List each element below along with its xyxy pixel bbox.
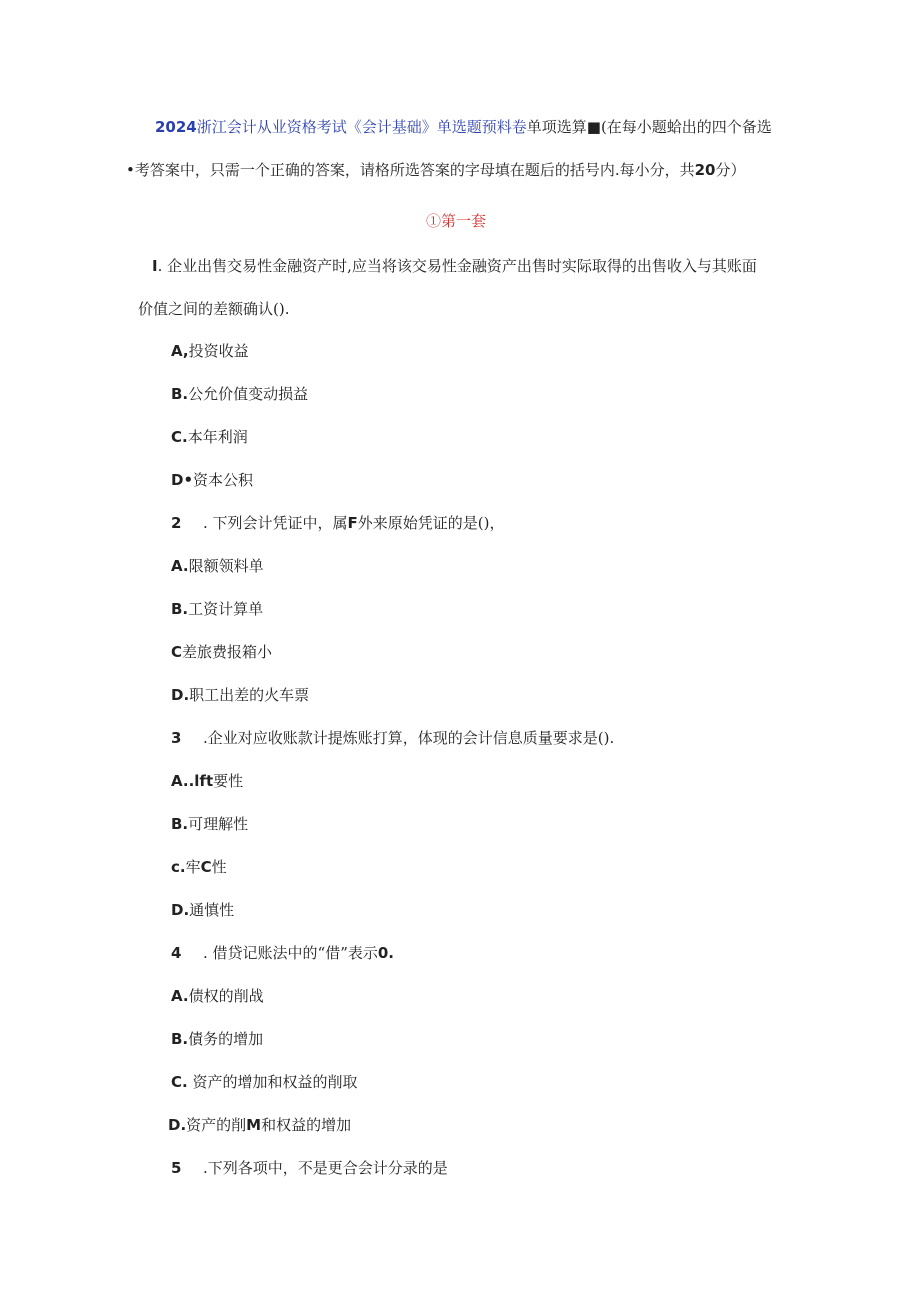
option-text: 債务的增加 [188, 1030, 264, 1048]
option-letter: A, [171, 342, 189, 360]
option-text: 工资计算单 [188, 600, 264, 618]
question-1-line-2: 价值之间的差额确认(). [138, 300, 290, 318]
option-text: 要性 [213, 772, 244, 790]
question-3-text: .企业对应收账款计提炼账打算，体现的会计信息质量要求是(). [203, 729, 615, 747]
question-2-option-c [171, 642, 272, 662]
question-1-line-1 [152, 256, 757, 276]
option-text-bold: C [200, 858, 212, 876]
question-5-text: .下列各项中，不是更合会计分录的是 [203, 1159, 448, 1177]
document-title: 浙江会计从业资格考试《会计基础》单选题预料卷 [196, 118, 527, 136]
section-heading: ①第一套 [426, 212, 487, 230]
option-letter: B. [171, 1030, 189, 1048]
question-3-option-c [171, 857, 227, 877]
instruction-text-first: 单项选算■(在每小题蛤出的四个备选 [526, 118, 772, 136]
option-letter: A. [171, 987, 189, 1005]
option-text: 资产的削 [186, 1116, 247, 1134]
option-letter: B. [171, 385, 189, 403]
option-text: 公允价值变动损益 [188, 385, 309, 403]
option-text-end: 性 [211, 858, 227, 876]
question-3-option-b [171, 814, 248, 834]
option-letter: D. [168, 1116, 187, 1134]
question-1-number: I [152, 257, 158, 275]
question-1-option-c [171, 427, 248, 447]
question-3-option-a [171, 771, 243, 791]
question-2-number: 2 [171, 514, 182, 532]
instruction-line-second [126, 160, 746, 180]
option-text: 职工出差的火车票 [189, 686, 310, 704]
question-4-option-d [168, 1115, 351, 1135]
question-2-line [171, 513, 505, 533]
option-text: 可理解性 [188, 815, 249, 833]
option-text: 资本公积 [193, 471, 254, 489]
document-title-line [155, 117, 772, 137]
question-3-option-d [171, 900, 234, 920]
option-text-end: 和权益的增加 [261, 1116, 352, 1134]
option-text: 本年利润 [187, 428, 248, 446]
instruction-text-second: •考答案中，只需一个正确的答案，请格所选答案的字母填在题后的括号内.每小分，共 [126, 161, 695, 179]
option-text: 差旅费报箱小 [182, 643, 273, 661]
question-4-option-c [171, 1072, 358, 1092]
question-2-text-bold: F [347, 514, 358, 532]
question-2-option-d [171, 685, 309, 705]
question-4-line [171, 943, 394, 963]
option-letter: D• [171, 471, 194, 489]
question-5-line [171, 1158, 448, 1178]
question-4-option-a [171, 986, 264, 1006]
instruction-text-end: 分） [715, 161, 746, 179]
instruction-score: 20 [694, 161, 716, 179]
option-letter: A..lft [171, 772, 214, 790]
option-letter: B. [171, 815, 189, 833]
question-4-text-bold: 0. [377, 944, 395, 962]
option-text: 通慎性 [189, 901, 235, 919]
option-letter: B. [171, 600, 189, 618]
question-2-text: . 下列会计凭证中，属 [203, 514, 348, 532]
question-2-option-b [171, 599, 263, 619]
option-letter: C. [171, 1073, 188, 1091]
question-3-number: 3 [171, 729, 182, 747]
option-letter: D. [171, 686, 190, 704]
option-letter: D. [171, 901, 190, 919]
option-letter: C. [171, 428, 188, 446]
option-text-bold: M [246, 1116, 262, 1134]
option-letter: A. [171, 557, 189, 575]
option-text: 债权的削战 [188, 987, 264, 1005]
question-3-line [171, 728, 614, 748]
option-text: 牢 [185, 858, 201, 876]
question-1-option-d [171, 470, 253, 490]
option-text: 资产的增加和权益的削取 [187, 1073, 358, 1091]
question-5-number: 5 [171, 1159, 182, 1177]
option-text: 限额领料单 [188, 557, 264, 575]
option-letter: c. [171, 858, 186, 876]
question-2-option-a [171, 556, 264, 576]
question-4-number: 4 [171, 944, 182, 962]
option-text: 投资收益 [188, 342, 249, 360]
question-4-text: . 借贷记账法中的“借”表示 [203, 944, 378, 962]
question-1-text: . 企业出售交易性金融资产时,应当将该交易性金融资产出售时实际取得的出售收入与其账面 [157, 257, 757, 275]
option-letter: C [171, 643, 183, 661]
document-title-year: 2024 [155, 118, 197, 136]
question-4-option-b [171, 1029, 263, 1049]
question-1-option-b [171, 384, 308, 404]
question-1-option-a [171, 341, 249, 361]
question-2-text-end: 外来原始凭证的是()， [357, 514, 505, 532]
